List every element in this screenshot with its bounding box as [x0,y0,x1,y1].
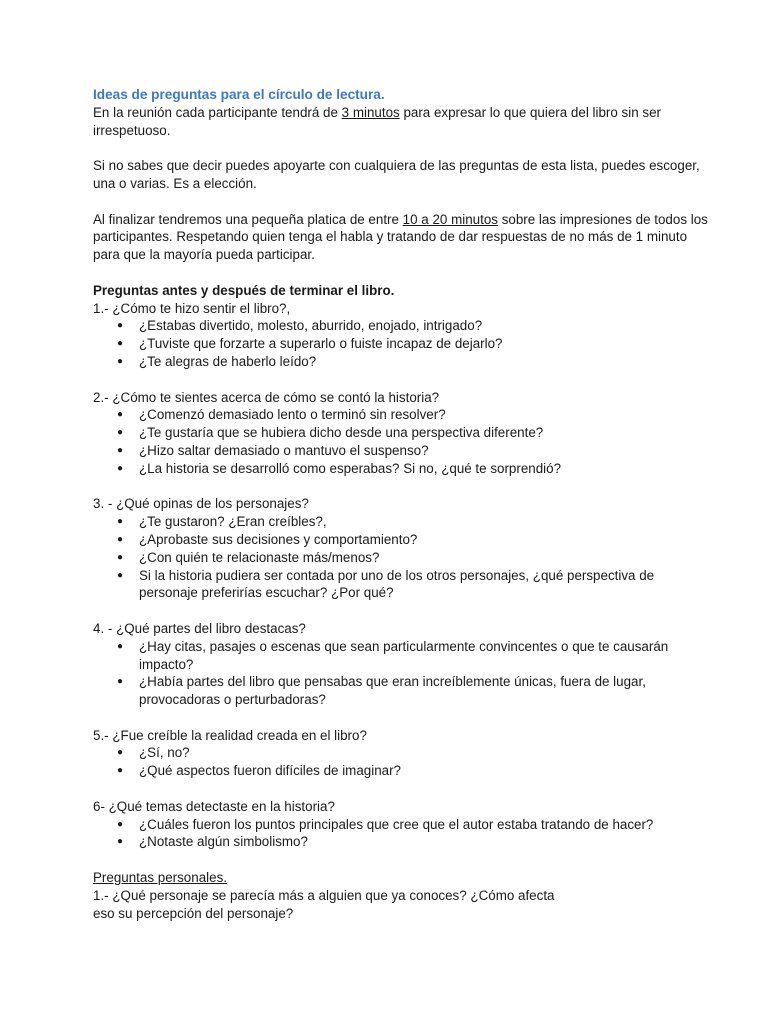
bullet-icon: ● [117,533,124,545]
personal-question-1 [93,887,713,923]
bullet-list [93,638,713,709]
list-item [93,549,713,567]
list-item-text: ¿Te alegras de haberlo leído? [139,353,317,369]
list-item-text: ¿Aprobaste sus decisiones y comportamiento? [139,531,418,547]
question-heading: 4. - ¿Qué partes del libro destacas? [93,620,306,636]
intro-paragraph [93,104,713,140]
bullet-icon: ● [117,355,124,367]
document-page [93,86,713,922]
list-item-text: ¿Hay citas, pasajes o escenas que sean particularmente convincentes o que te causarán impacto? [139,638,669,672]
bullet-icon: ● [117,747,124,759]
list-item-text: ¿Qué aspectos fueron difíciles de imaginar? [139,763,402,779]
document-title: Ideas de preguntas para el círculo de lectura. [93,87,385,102]
list-item [93,833,713,851]
list-item [93,424,713,442]
list-item-text: Si la historia pudiera ser contada por uno de los otros personajes, ¿qué perspectiva de personaje preferirías escuchar? ¿Por qué? [139,567,655,601]
question-heading: 2.- ¿Cómo te sientes acerca de cómo se contó la historia? [93,389,440,405]
bullet-icon: ● [117,551,124,563]
question-heading: 3. - ¿Qué opinas de los personajes? [93,496,309,512]
list-item-text: ¿Estabas divertido, molesto, aburrido, enojado, intrigado? [139,318,483,334]
list-item [93,567,713,603]
list-item [93,317,713,335]
question-block [93,495,713,602]
personal-question-1-line-1: 1.- ¿Qué personaje se parecía más a alguien que ya conoces? ¿Cómo afecta [93,887,555,903]
list-item [93,406,713,424]
list-item-text: ¿Hizo saltar demasiado o mantuvo el suspenso? [139,442,429,458]
bullet-icon: ● [117,516,124,528]
questions-list [93,300,713,852]
bullet-list [93,406,713,477]
question-heading: 1.- ¿Cómo te hizo sentir el libro?, [93,300,291,316]
discussion-text-before: Al finalizar tendremos una pequeña platica de entre [93,211,403,227]
list-item [93,460,713,478]
list-item [93,442,713,460]
bullet-icon: ● [117,818,124,830]
list-item [93,816,713,834]
list-item-text: ¿Notaste algún simbolismo? [139,834,308,850]
list-item-text: ¿Sí, no? [139,745,190,761]
discussion-time-highlight: 10 a 20 minutos [402,211,498,227]
list-item-text: ¿Cuáles fueron los puntos principales que cree que el autor estaba tratando de hacer? [139,816,654,832]
list-item [93,531,713,549]
bullet-icon: ● [117,338,124,350]
bullet-list [93,317,713,370]
bullet-icon: ● [117,569,124,581]
list-item-text: ¿Con quién te relacionaste más/menos? [139,549,380,565]
bullet-list [93,513,713,602]
help-paragraph: Si no sabes que decir puedes apoyarte con cualquiera de las preguntas de esta lista, puedes escoger, una o varias. Es a elección. [93,158,700,191]
question-heading: 6- ¿Qué temas detectaste en la historia? [93,798,335,814]
question-block [93,300,713,371]
list-item-text: ¿Te gustaron? ¿Eran creíbles?, [139,514,327,530]
bullet-list [93,744,713,780]
list-item-text: ¿Había partes del libro que pensabas que eran increíblemente únicas, fuera de lugar, provocadoras o perturbadoras? [139,674,646,708]
list-item-text: ¿Te gustaría que se hubiera dicho desde una perspectiva diferente? [139,425,544,441]
bullet-list [93,816,713,852]
discussion-text-after: sobre las impresiones de todos los participantes. Respetando quien tenga el habla y tratando de dar respuestas de no más de 1 minuto para que la mayoría pueda participar. [93,211,708,263]
question-block [93,727,713,780]
bullet-icon: ● [117,836,124,848]
list-item-text: ¿Comenzó demasiado lento o terminó sin resolver? [139,407,446,423]
list-item [93,513,713,531]
bullet-icon: ● [117,427,124,439]
question-block [93,620,713,709]
bullet-icon: ● [117,444,124,456]
bullet-icon: ● [117,409,124,421]
list-item [93,638,713,674]
list-item [93,744,713,762]
list-item [93,353,713,371]
bullet-icon: ● [117,640,124,652]
bullet-icon: ● [117,462,124,474]
list-item [93,335,713,353]
personal-question-1-line-2: eso su percepción del personaje? [93,905,294,921]
question-block [93,798,713,851]
list-item-text: ¿Tuviste que forzarte a superarlo o fuiste incapaz de dejarlo? [139,336,503,352]
intro-time-highlight: 3 minutos [341,104,400,120]
question-block [93,389,713,478]
bullet-icon: ● [117,765,124,777]
intro-text-before: En la reunión cada participante tendrá de [93,104,342,120]
list-item [93,762,713,780]
bullet-icon: ● [117,676,124,688]
question-heading: 5.- ¿Fue creíble la realidad creada en el libro? [93,727,367,743]
list-item [93,673,713,709]
list-item-text: ¿La historia se desarrolló como esperabas? Si no, ¿qué te sorprendió? [139,460,562,476]
section-title: Preguntas antes y después de terminar el libro. [93,282,395,298]
closing-discussion-paragraph [93,211,713,264]
intro-text-after: para expresar lo que quiera del libro sin ser irrespetuoso. [93,104,661,138]
personal-section-title: Preguntas personales. [93,870,227,886]
bullet-icon: ● [117,320,124,332]
